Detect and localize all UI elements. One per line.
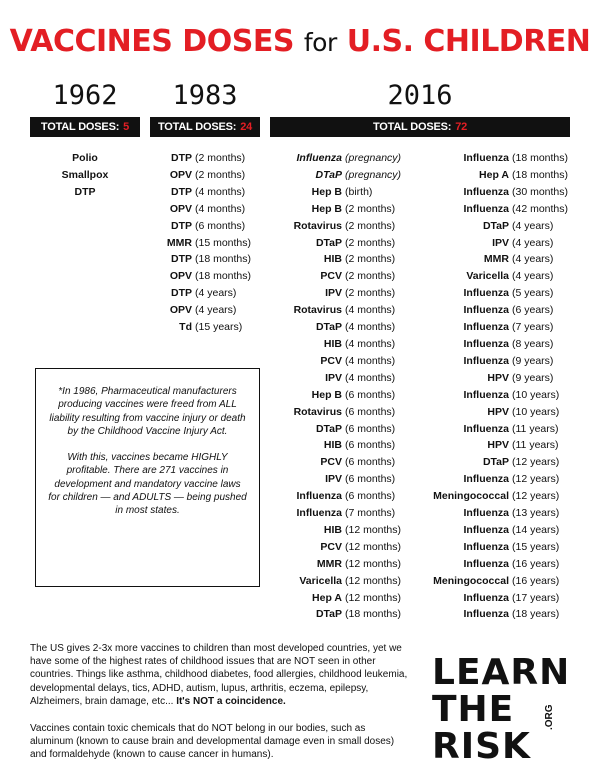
vaccine-age: (17 years) [512,591,560,604]
vaccine-age: (6 months) [345,405,396,418]
vaccine-age: (pregnancy) [345,152,402,164]
vaccine-age: (4 months) [345,354,396,367]
vaccine-name: DTaP [315,608,342,621]
vaccine-age: (18 months) [345,608,402,621]
vaccine-name: Influenza [463,608,509,621]
total-doses-value: 5 [123,121,130,133]
vaccine-name: HPV [487,405,509,418]
vaccine-age: (12 years) [512,473,560,486]
vaccine-age: (6 months) [345,439,396,452]
vaccine-age: (12 months) [345,540,402,553]
vaccine-name: Influenza [296,490,342,503]
vaccine-name: HIB [323,523,342,536]
vaccine-name: Influenza [463,523,509,536]
vaccine-age: (4 months) [345,371,396,384]
vaccine-name: Influenza [463,304,509,317]
vaccine-name: DTP [171,219,192,232]
logo-line: THE [432,689,515,730]
list-item [425,556,590,573]
vaccine-age: (15 years) [195,321,243,334]
vaccine-age: (13 years) [512,507,560,520]
year-1962: 1962 [52,80,118,111]
vaccine-name: OPV [169,304,192,317]
vaccine-age: (2 months) [195,152,246,164]
vaccine-age: (12 months) [345,574,402,587]
learn-the-risk-logo [432,652,571,767]
list-item [425,285,590,302]
vaccine-age: (2 months) [345,202,396,215]
title-connector: for [303,28,337,57]
vaccine-name: PCV [320,456,342,469]
vaccine-age: (8 years) [512,337,554,350]
list-item [270,556,420,573]
vaccine-age: (42 months) [512,202,569,215]
vaccine-age: (12 months) [345,557,402,570]
vaccine-age: (6 months) [195,219,246,232]
vaccine-list-1983 [150,150,260,336]
list-item [425,218,590,235]
year-2016: 2016 [387,80,453,111]
list-item [270,302,420,319]
list-item [425,201,590,218]
vaccine-age: (6 months) [345,422,396,435]
vaccine-name: Influenza [463,507,509,520]
list-item [150,251,260,268]
note-paragraph: *In 1986, Pharmaceutical manufacturers producing vaccines were freed from ALL liability resulting from vaccine injury or death by the Childhood Vaccine Injury Act. [49,386,246,437]
list-item [270,488,420,505]
list-item [425,539,590,556]
vaccine-name: Influenza [463,388,509,401]
list-item [270,285,420,302]
vaccine-age: (4 months) [195,185,246,198]
list-item [270,590,420,607]
list-item [270,404,420,421]
list-item [425,488,590,505]
vaccine-age: (7 months) [345,507,396,520]
vaccine-list-2016-left [270,150,420,623]
page-title [0,24,600,59]
vaccine-age: (15 months) [195,236,252,249]
list-item [425,251,590,268]
vaccine-name: Rotavirus [293,219,342,232]
vaccine-age: (9 years) [512,354,554,367]
bold-statement: It's NOT a coincidence. [176,695,286,707]
vaccine-age: (6 years) [512,304,554,317]
list-item [425,184,590,201]
list-item [270,454,420,471]
list-item [150,319,260,336]
vaccine-name: Influenza [463,337,509,350]
vaccine-name: DTaP [315,321,342,334]
total-doses-label: TOTAL DOSES: [40,121,120,133]
bottom-paragraph-1: The US gives 2-3x more vaccines to children than most developed countries, yet we have some of the highest rates of childhood issues that are NOT seen in other countries. Things like asthma, childhood diabetes, food allergies, childhood leukemia, developmental delays, tics, ADHD, autism, lupus, arthritis, eczema, epilepsy, Alzheimers, brain damage, etc... It's NOT a coincidence. [30,643,408,707]
vaccine-age: (18 months) [195,270,252,283]
title-subject: U.S. CHILDREN [346,24,591,59]
vaccine-name: OPV [169,270,192,283]
vaccine-age: (4 years) [512,270,554,283]
vaccine-name: Influenza [463,354,509,367]
vaccine-age: (12 years) [512,490,560,503]
list-item [270,505,420,522]
list-item [270,319,420,336]
vaccine-name: Influenza [463,540,509,553]
vaccine-name: Hep B [311,185,342,198]
vaccine-name: IPV [325,473,342,486]
vaccine-age: (15 years) [512,540,560,553]
list-item [425,353,590,370]
vaccine-age: (4 years) [512,236,554,249]
vaccine-age: (4 months) [345,321,396,334]
vaccine-name: MMR [166,236,192,249]
total-doses-bar-1962 [30,117,140,137]
list-item [270,471,420,488]
vaccine-age: (2 months) [345,236,396,249]
vaccine-name: Influenza [463,422,509,435]
vaccine-age: (4 months) [195,202,246,215]
list-item [270,268,420,285]
vaccine-name: Influenza [296,507,342,520]
vaccine-name: Influenza [463,152,509,164]
list-item [425,505,590,522]
list-item [150,268,260,285]
list-item: Smallpox [61,168,109,181]
list-item: Polio [72,152,98,164]
list-item [150,167,260,184]
vaccine-name: MMR [316,557,342,570]
list-item [425,437,590,454]
total-doses-label: TOTAL DOSES: [157,121,237,133]
vaccine-age: (2 months) [195,168,246,181]
vaccine-name: PCV [320,354,342,367]
list-item [425,522,590,539]
vaccine-name: Influenza [463,321,509,334]
vaccine-name: Hep A [479,168,509,181]
logo-line: LEARN [432,652,571,693]
vaccine-name: IPV [492,236,509,249]
vaccine-age: (7 years) [512,321,554,334]
vaccine-age: (10 years) [512,388,560,401]
list-item [270,235,420,252]
vaccine-age: (16 years) [512,574,560,587]
vaccine-age: (12 months) [345,523,402,536]
list-item [150,150,260,167]
vaccine-age: (4 years) [512,219,554,232]
list-item [425,319,590,336]
vaccine-age: (2 months) [345,219,396,232]
vaccine-name: DTP [171,152,192,164]
vaccine-name: OPV [169,202,192,215]
total-doses-value: 24 [240,121,253,133]
list-item [270,437,420,454]
vaccine-age: (2 months) [345,270,396,283]
list-item [270,421,420,438]
vaccine-name: IPV [325,287,342,300]
vaccine-age: (6 months) [345,473,396,486]
total-doses-value: 72 [455,121,468,133]
vaccine-age: (9 years) [512,371,554,384]
vaccine-age: (2 months) [345,253,396,266]
vaccine-name: HPV [487,439,509,452]
vaccine-name: Meningococcal [433,574,509,587]
list-item [425,370,590,387]
list-item [270,387,420,404]
list-item [425,454,590,471]
vaccine-name: IPV [325,371,342,384]
total-doses-bar-1983 [150,117,260,137]
vaccine-name: DTaP [315,168,342,181]
list-item [425,404,590,421]
vaccine-name: Hep A [312,591,342,604]
total-doses-label: TOTAL DOSES: [372,121,452,133]
vaccine-age: (6 months) [345,490,396,503]
vaccine-age: (11 years) [512,439,559,452]
logo-line: RISK [432,726,531,767]
vaccine-age: (16 years) [512,557,560,570]
vaccine-name: HIB [323,337,342,350]
vaccine-name: Influenza [463,557,509,570]
vaccine-name: Td [179,321,192,334]
list-item [425,471,590,488]
list-item [270,522,420,539]
vaccine-name: Influenza [463,202,509,215]
list-item [270,251,420,268]
vaccine-name: HIB [323,253,342,266]
vaccine-age: (4 months) [345,304,396,317]
list-item [270,606,420,623]
vaccine-name: Rotavirus [293,405,342,418]
vaccine-name: DTaP [482,219,509,232]
list-item [425,336,590,353]
list-item [150,302,260,319]
vaccine-age: (14 years) [512,523,560,536]
list-item [270,336,420,353]
vaccine-name: Varicella [466,270,509,283]
list-item [270,201,420,218]
list-item [150,218,260,235]
vaccine-name: DTaP [315,236,342,249]
list-item [150,285,260,302]
list-item [425,387,590,404]
vaccine-age: (6 months) [345,456,396,469]
vaccine-name: Hep B [311,388,342,401]
list-item [270,218,420,235]
vaccine-name: HIB [323,439,342,452]
bottom-paragraph-2: Vaccines contain toxic chemicals that do NOT belong in our bodies, such as aluminum (known to cause brain and developmental damage even in small doses) and formaldehyde (known to cause cancer in humans). [30,723,395,761]
list-item [270,167,420,184]
vaccine-age: (10 years) [512,405,560,418]
vaccine-age: (18 months) [512,152,569,164]
vaccine-name: Varicella [299,574,342,587]
vaccine-age: (6 months) [345,388,396,401]
vaccine-age: (2 months) [345,287,396,300]
list-item [270,184,420,201]
vaccine-name: Rotavirus [293,304,342,317]
note-paragraph: With this, vaccines became HIGHLY profitable. There are 271 vaccines in development and mandatory vaccine laws for children — and ADULTS — being pushed in most states. [48,452,247,517]
vaccine-name: Hep B [311,202,342,215]
vaccine-name: OPV [169,168,192,181]
vaccine-age: (18 years) [512,608,560,621]
vaccine-age: (4 months) [345,337,396,350]
vaccine-age: (4 years) [195,304,237,317]
vaccine-age: (12 months) [345,591,402,604]
list-item: DTP [74,185,96,198]
list-item [425,421,590,438]
list-item [425,167,590,184]
vaccine-name: DTaP [482,456,509,469]
liability-note-box [35,368,260,587]
list-item [270,353,420,370]
list-item [425,573,590,590]
vaccine-age: (5 years) [512,287,554,300]
vaccine-name: Meningococcal [433,490,509,503]
list-item [425,590,590,607]
vaccine-age: (4 years) [195,287,237,300]
list-item [150,184,260,201]
list-item [270,370,420,387]
list-item [425,302,590,319]
vaccine-age: (4 years) [512,253,554,266]
vaccine-list-2016-right [425,150,590,623]
vaccine-name: Influenza [296,152,342,164]
vaccine-name: Influenza [463,185,509,198]
title-main: VACCINES DOSES [9,24,294,59]
year-1983: 1983 [172,80,238,111]
list-item [150,235,260,252]
vaccine-age: (11 years) [512,422,559,435]
vaccine-age: (18 months) [195,253,252,266]
vaccine-name: PCV [320,540,342,553]
vaccine-age: (12 years) [512,456,560,469]
list-item [270,573,420,590]
vaccine-list-1962 [30,150,140,201]
vaccine-name: DTP [171,287,192,300]
vaccine-age: (birth) [345,185,373,198]
list-item [270,150,420,167]
vaccine-name: HPV [487,371,509,384]
vaccine-name: Influenza [463,473,509,486]
list-item [270,539,420,556]
vaccine-age: (pregnancy) [345,168,402,181]
vaccine-name: PCV [320,270,342,283]
total-doses-bar-2016 [270,117,570,137]
vaccine-name: DTP [171,253,192,266]
list-item [425,268,590,285]
vaccine-name: Influenza [463,591,509,604]
vaccine-name: DTaP [315,422,342,435]
logo-org: .ORG [544,704,555,730]
vaccine-name: DTP [171,185,192,198]
list-item [425,235,590,252]
vaccine-age: (30 months) [512,185,569,198]
vaccine-name: Influenza [463,287,509,300]
vaccine-age: (18 months) [512,168,569,181]
list-item [425,150,590,167]
list-item [425,606,590,623]
vaccine-name: MMR [483,253,509,266]
list-item [150,201,260,218]
